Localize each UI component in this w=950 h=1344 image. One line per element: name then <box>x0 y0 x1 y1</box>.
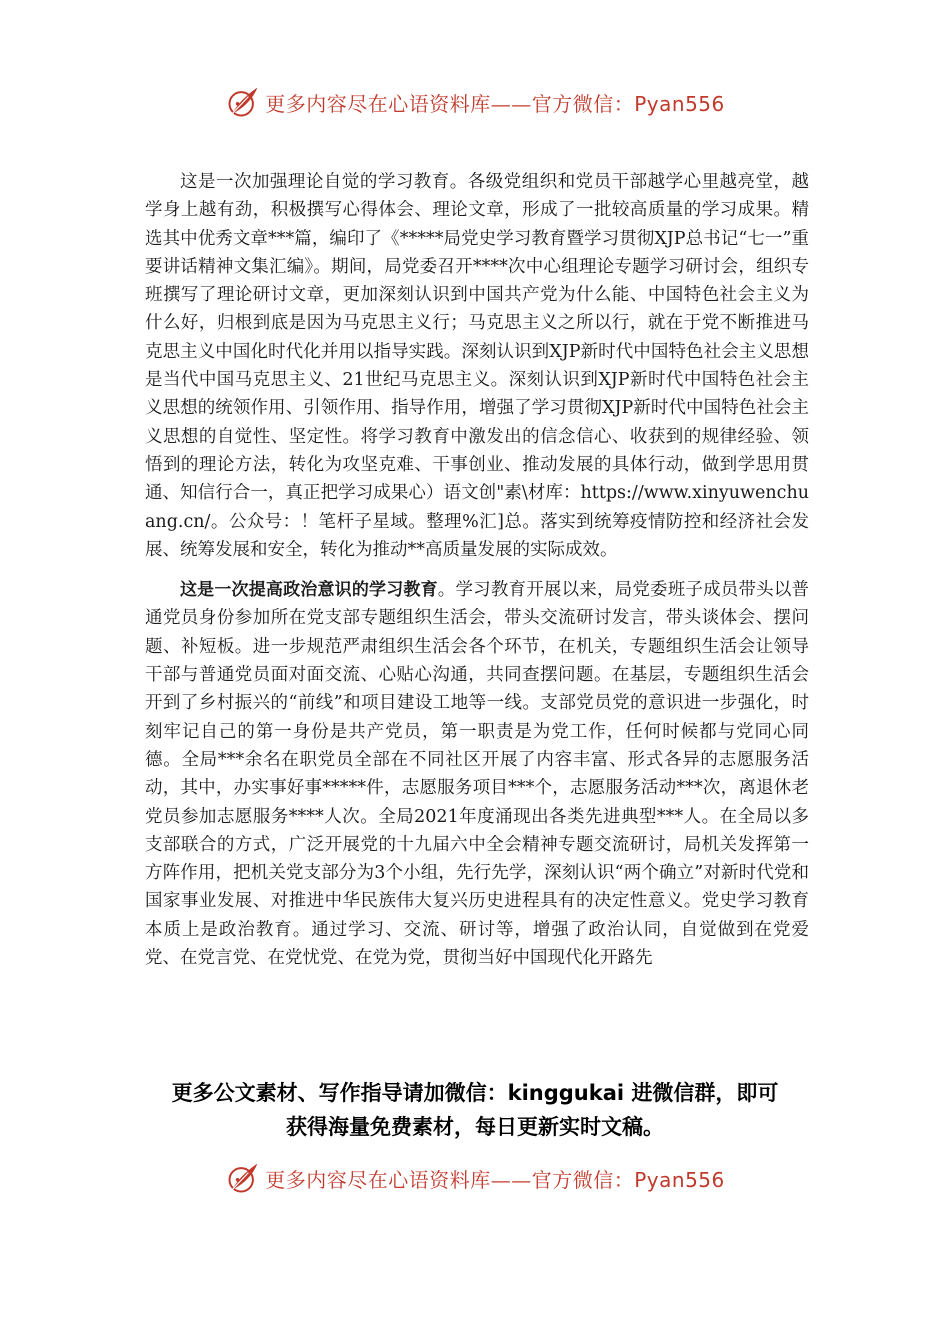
paragraph-text: 。学习教育开展以来，局党委班子成员带头以普通党员身份参加所在党支部专题组织生活会，带头交流研讨发言，带头谈体会、摆问题、补短板。进一步规范严肃组织生活会各个环节，在机关，专题组织生活会让领导干部与普通党员面对面交流、心贴心沟通，共同查摆问题。在基层，专题组织生活会开到了乡村振兴的“前线”和项目建设工地等一线。支部党员党的意识进一步强化，时刻牢记自己的第一身份是共产党员，第一职责是为党工作，任何时候都与党同心同德。全局***余名在职党员全部在不同社区开展了内容丰富、形式各异的志愿服务活动，其中，办实事好事*****件，志愿服务项目***个，志愿服务活动***次，离退休老党员参加志愿服务****人次。全局2021年度涌现出各类先进典型***人。在全局以多支部联合的方式，广泛开展党的十九届六中全会精神专题交流研讨，局机关发挥第一方阵作用，把机关党支部分为3个小组，先行先学，深刻认识“两个确立”对新时代党和国家事业发展、对推进中华民族伟大复兴历史进程具有的决定性意义。党史学习教育本质上是政治教育。通过学习、交流、研讨等，增强了政治认同，自觉做到在党爱党、在党言党、在党忧党、在党为党，贯彻当好中国现代化开路先 <box>145 580 810 969</box>
paragraph-politics <box>145 576 809 972</box>
promo-line-2: 获得海量免费素材，每日更新实时文稿。 <box>286 1115 664 1139</box>
paragraph-text: 这是一次加强理论自觉的学习教育。各级党组织和党员干部越学心里越亮堂，越学身上越有劲，积极撰写心得体会、理论文章，形成了一批较高质量的学习成果。精选其中优秀文章***篇，编印了《*****局党史学习教育暨学习贯彻XJP总书记“七一”重要讲话精神文集汇编》。期间，局党委召开****次中心组理论专题学习研讨会，组织专班撰写了理论研讨文章，更加深刻认识到中国共产党为什么能、中国特色社会主义为什么好，归根到底是因为马克思主义行；马克思主义之所以行，就在于党不断推进马克思主义中国化时代化并用以指导实践。深刻认识到XJP新时代中国特色社会主义思想是当代中国马克思主义、21世纪马克思主义。深刻认识到XJP新时代中国特色社会主义思想的统领作用、引领作用、指导作用，增强了学习贯彻XJP新时代中国特色社会主义思想的自觉性、坚定性。将学习教育中激发出的信念信心、收获到的规律经验、领悟到的理论方法，转化为攻坚克难、干事创业、推动发展的具体行动，做到学思用贯通、知信行合一，真正把学习成果心）语文创"素\材库：https://www.xinyuwenchuang.cn/。公众号：！笔杆子星域。整理%汇]总。落实到统筹疫情防控和经济社会发展、统筹发展和安全，转化为推动**高质量发展的实际成效。 <box>145 172 809 560</box>
banner-label: 官方微信： <box>531 1167 635 1192</box>
banner-dash: —— <box>490 91 532 116</box>
promo-line-1: 更多公文素材、写作指导请加微信：kinggukai 进微信群，即可 <box>171 1081 779 1105</box>
banner-wechat-id: Pyan556 <box>634 1167 725 1192</box>
document-body <box>145 168 809 984</box>
banner-wechat-id: Pyan556 <box>634 91 725 116</box>
banner-title: 更多内容尽在心语资料库 <box>265 1167 491 1192</box>
banner-dash: —— <box>490 1167 532 1192</box>
footer-banner <box>0 1158 950 1198</box>
paragraph-theory <box>145 168 809 564</box>
banner-title: 更多内容尽在心语资料库 <box>265 91 491 116</box>
header-banner <box>0 82 950 122</box>
promo-notice <box>100 1076 850 1144</box>
banner-label: 官方微信： <box>531 91 635 116</box>
feather-pen-logo-icon <box>225 84 261 120</box>
paragraph-lead: 这是一次提高政治意识的学习教育 <box>180 580 438 601</box>
feather-pen-logo-icon <box>225 1160 261 1196</box>
